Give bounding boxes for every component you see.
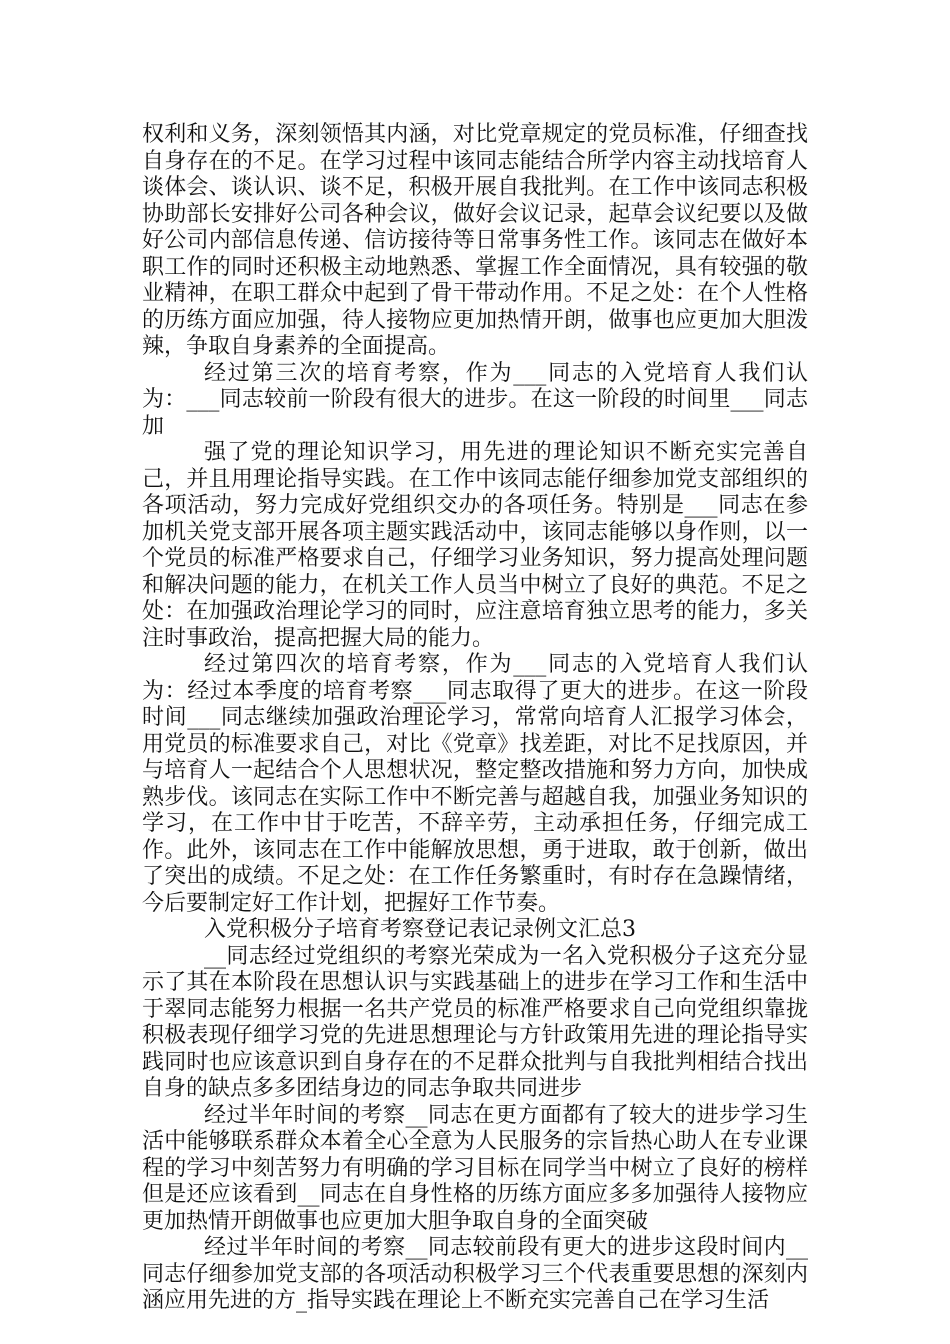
body-paragraph: 经过半年时间的考察__同志较前段有更大的进步这段时间内__同志仔细参加党支部的各项活动积极学习三个代表重要思想的深刻内涵应用先进的方_指导实践在理论上不断充实完善自己在学习生活 <box>142 1235 808 1313</box>
body-paragraph: 经过半年时间的考察__同志在更方面都有了较大的进步学习生活中能够联系群众本着全心全意为人民服务的宗旨热心助人在专业课程的学习中刻苦努力有明确的学习目标在同学当中树立了良好的榜样但是还应该看到__同志在自身性格的历练方面应多多加强待人接物应更加热情开朗做事也应更加大胆争取自身的全面突破 <box>142 1102 808 1234</box>
document-page <box>142 122 808 1315</box>
body-paragraph: 权利和义务，深刻领悟其内涵，对比党章规定的党员标准，仔细查找自身存在的不足。在学习过程中该同志能结合所学内容主动找培育人谈体会、谈认识、谈不足，积极开展自我批判。在工作中该同志积极协助部长安排好公司各种会议，做好会议记录，起草会议纪要以及做好公司内部信息传递、信访接待等日常事务性工作。该同志在做好本职工作的同时还积极主动地熟悉、掌握工作全面情况，具有较强的敬业精神，在职工群众中起到了骨干带动作用。不足之处：在个人性格的历练方面应加强，待人接物应更加热情开朗，做事也应更加大胆泼辣，争取自身素养的全面提高。 <box>142 122 808 359</box>
body-paragraph: 经过第三次的培育考察，作为___同志的入党培育人我们认为：___同志较前一阶段有很大的进步。在这一阶段的时间里___同志加 <box>142 360 808 439</box>
body-paragraph: 强了党的理论知识学习，用先进的理论知识不断充实完善自己，并且用理论指导实践。在工作中该同志能仔细参加党支部组织的各项活动，努力完成好党组织交办的各项任务。特别是___同志在参加机关党支部开展各项主题实践活动中，该同志能够以身作则，以一个党员的标准严格要求自己，仔细学习业务知识，努力提高处理问题和解决问题的能力，在机关工作人员当中树立了良好的典范。不足之处：在加强政治理论学习的同时，应注意培育独立思考的能力，多关注时事政治，提高把握大局的能力。 <box>142 440 808 651</box>
body-paragraph: __同志经过党组织的考察光荣成为一名入党积极分子这充分显示了其在本阶段在思想认识与实践基础上的进步在学习工作和生活中于翠同志能努力根据一名共产党员的标准严格要求自己向党组织靠拢积极表现仔细学习党的先进思想理论与方针政策用先进的理论指导实践同时也应该意识到自身存在的不足群众批判与自我批判相结合找出自身的缺点多多团结身边的同志争取共同进步 <box>142 943 808 1101</box>
section-heading: 入党积极分子培育考察登记表记录例文汇总3 <box>204 917 636 942</box>
body-paragraph: 经过第四次的培育考察，作为___同志的入党培育人我们认为：经过本季度的培育考察___同志取得了更大的进步。在这一阶段时间___同志继续加强政治理论学习，常常向培育人汇报学习体会，用党员的标准要求自己，对比《党章》找差距，对比不足找原因，并与培育人一起结合个人思想状况，整定整改措施和努力方向，加快成熟步伐。该同志在实际工作中不断完善与超越自我，加强业务知识的学习，在工作中甘于吃苦，不辞辛劳，主动承担任务，仔细完成工作。此外，该同志在工作中能解放思想，勇于进取，敢于创新，做出了突出的成绩。不足之处：在工作任务繁重时，有时存在急躁情绪，今后要制定好工作计划，把握好工作节奏。 <box>142 652 808 916</box>
